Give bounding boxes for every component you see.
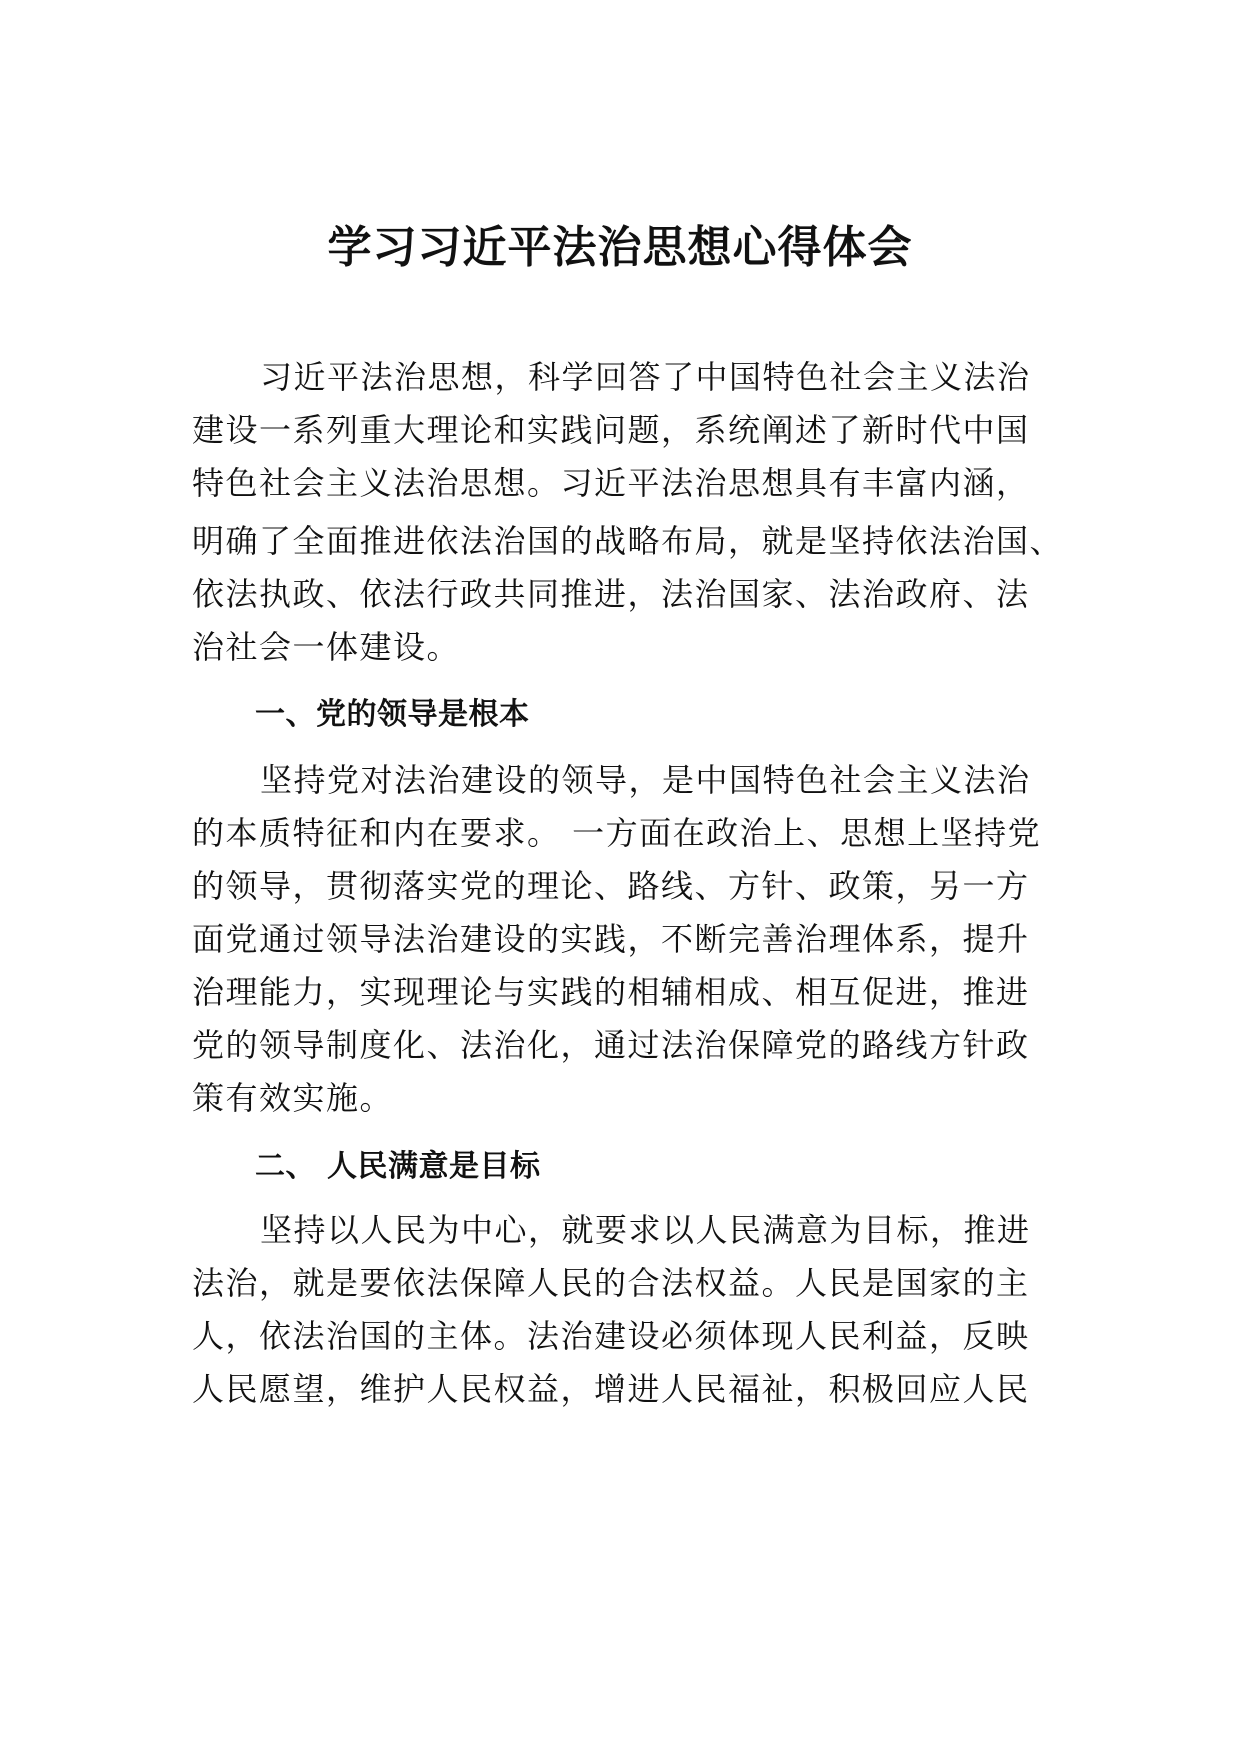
page-title: 学习习近平法治思想心得体会 <box>327 222 913 273</box>
paragraph-line: 依法执政、依法行政共同推进，法治国家、法治政府、法 <box>192 575 1030 613</box>
paragraph-line: 的本质特征和内在要求。 一方面在政治上、思想上坚持党 <box>192 814 1042 852</box>
paragraph-line: 面党通过领导法治建设的实践，不断完善治理体系，提升 <box>192 920 1030 958</box>
section-heading: 二、 人民满意是目标 <box>255 1149 541 1184</box>
paragraph-line: 习近平法治思想，科学回答了中国特色社会主义法治 <box>260 358 1031 396</box>
paragraph-line: 策有效实施。 <box>192 1079 394 1117</box>
section-heading: 一、党的领导是根本 <box>255 697 530 732</box>
paragraph-line: 人民愿望，维护人民权益，增进人民福祉，积极回应人民 <box>192 1370 1030 1408</box>
paragraph-line: 坚持党对法治建设的领导，是中国特色社会主义法治 <box>260 761 1031 799</box>
paragraph-line: 法治，就是要依法保障人民的合法权益。人民是国家的主 <box>192 1264 1030 1302</box>
paragraph-line: 治社会一体建设。 <box>192 628 461 666</box>
paragraph-line: 明确了全面推进依法治国的战略布局，就是坚持依法治国、 <box>192 522 1064 560</box>
paragraph-line: 党的领导制度化、法治化，通过法治保障党的路线方针政 <box>192 1026 1030 1064</box>
paragraph-line: 坚持以人民为中心，就要求以人民满意为目标，推进 <box>260 1211 1031 1249</box>
paragraph-line: 特色社会主义法治思想。习近平法治思想具有丰富内涵， <box>192 464 1030 502</box>
paragraph-line: 人，依法治国的主体。法治建设必须体现人民利益，反映 <box>192 1317 1030 1355</box>
paragraph-line: 治理能力，实现理论与实践的相辅相成、相互促进，推进 <box>192 973 1030 1011</box>
paragraph-line: 的领导，贯彻落实党的理论、路线、方针、政策，另一方 <box>192 867 1030 905</box>
paragraph-line: 建设一系列重大理论和实践问题，系统阐述了新时代中国 <box>192 411 1030 449</box>
